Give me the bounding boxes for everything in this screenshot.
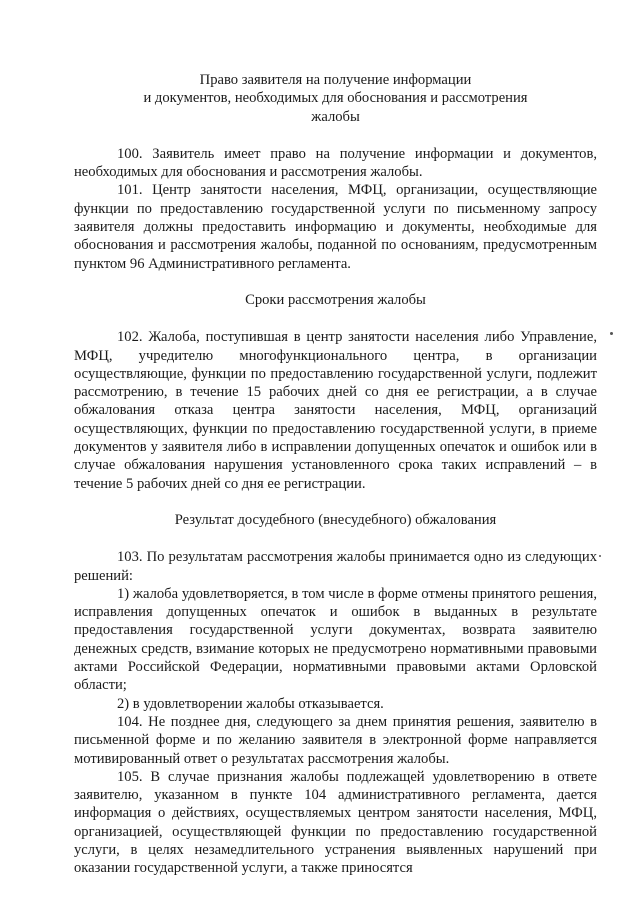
- document-body: [74, 71, 597, 878]
- paragraph-103-item-1: 1) жалоба удовлетворяется, в том числе в форме отмены принятого решения, исправления допущенных опечаток и ошибок в выданных в результате предоставления государственной услуги документах, возврата заявителю денежных средств, взимание которых не предусмотрено нормативными правовыми актами Российской Федерации, нормативными правовыми актами Орловской области;: [74, 585, 597, 694]
- paragraph-103: 103. По результатам рассмотрения жалобы принимается одно из следующих решений:: [74, 549, 597, 584]
- heading-line: Право заявителя на получение информации: [199, 72, 472, 88]
- paragraph-101: 101. Центр занятости населения, МФЦ, организации, осуществляющие функции по предоставлению государственной услуги по письменному запросу заявителя должны предоставить информацию и документы, необходимые для обоснования и рассмотрения жалобы, поданной по основаниям, предусмотренным пунктом 96 Административного регламента.: [74, 182, 597, 272]
- heading-review-terms: Сроки рассмотрения жалобы: [245, 291, 426, 308]
- scan-speck: [610, 332, 613, 335]
- paragraph-104: 104. Не позднее дня, следующего за днем принятия решения, заявителю в письменной форме и по желанию заявителя в электронной форме направляется мотивированный ответ о результатах рассмотрения жалобы.: [74, 713, 597, 767]
- paragraph-105: 105. В случае признания жалобы подлежащей удовлетворению в ответе заявителю, указанном в пункте 104 административного регламента, дается информация о действиях, осуществляемых центром занятости населения, МФЦ, организацией, осуществляющей функции по предоставлению государственной услуги, в целях незамедлительного устранения выявленных нарушений при оказании государственной услуги, а также приносятся: [74, 768, 597, 877]
- scan-speck: [599, 555, 601, 557]
- paragraph-102: 102. Жалоба, поступившая в центр занятости населения либо Управление, МФЦ, учредителю многофункционального центра, в организации осуществляющие, функции по предоставлению государственной услуги, подлежит рассмотрению, в течение 15 рабочих дней со дня ее регистрации, а в случае обжалования отказа центра занятости населения, МФЦ, организаций осуществляющих, функции по предоставлению государственной услуги, в приеме документов у заявителя либо в исправлении допущенных опечаток и ошибок или в случае обжалования нарушения установленного срока таких исправлений – в течение 5 рабочих дней со дня ее регистрации.: [74, 329, 597, 492]
- heading-right-to-info: [74, 71, 597, 126]
- heading-line: и документов, необходимых для обоснования и рассмотрения: [143, 90, 528, 107]
- paragraph-103-item-2: 2) в удовлетворении жалобы отказывается.: [117, 695, 384, 712]
- paragraph-100: 100. Заявитель имеет право на получение информации и документов, необходимых для обоснования и рассмотрения жалобы.: [74, 145, 597, 181]
- heading-line: жалобы: [311, 108, 360, 125]
- heading-appeal-result: Результат досудебного (внесудебного) обжалования: [174, 511, 497, 528]
